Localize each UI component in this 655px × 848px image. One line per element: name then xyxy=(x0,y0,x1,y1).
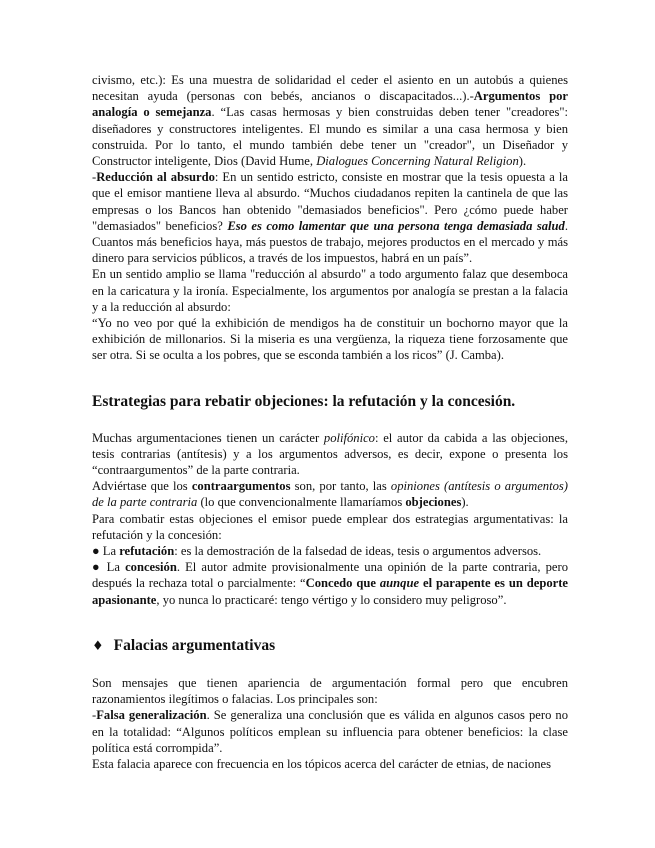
text-run: ● La xyxy=(92,544,120,559)
text-run: : es la demostración de la falsedad de ideas, tesis o argumentos adversos. xyxy=(174,544,542,559)
document-page xyxy=(92,72,568,772)
text-run: : el autor da cabida a las objeciones, tesis contrarias (antítesis) y a los argumentos adversos, es decir, expone o presenta los “contraargumentos” de la parte contraria. xyxy=(92,430,568,478)
bold-text: Reducción al absurdo xyxy=(96,170,215,185)
bold-text: Argumentos por analogía o semejanza xyxy=(92,89,568,120)
bold-text: refutación xyxy=(119,544,175,559)
bold-text: el parapente es un deporte apasionante xyxy=(92,576,568,607)
text-run: son, por tanto, las xyxy=(290,479,391,494)
bold-text: contraargumentos xyxy=(191,479,291,494)
text-run: - xyxy=(92,708,97,723)
section-heading-objeciones: Estrategias para rebatir objeciones: la refutación y la concesión. xyxy=(92,392,516,410)
text-run: . Cuantos más beneficios haya, más puestos de trabajo, mejores productos en el mercado y más dinero para servicios públicos, a través de los impuestos, habrá en un país”. xyxy=(92,218,568,266)
text-run: - xyxy=(92,170,97,185)
text-run: En un sentido amplio se llama "reducción al absurdo" a todo argumento falaz que desemboca en la caricatura y la ironía. Especialmente, los argumentos por analogía se prestan a la falacia y a la reducción al absurdo: xyxy=(92,267,568,314)
text-run: ● La xyxy=(92,560,126,575)
section-heading-falacias-text: Falacias argumentativas xyxy=(113,636,276,654)
paragraph-block-falacias xyxy=(92,675,568,772)
bold-text: concesión xyxy=(125,560,177,575)
text-run: . Se generaliza una conclusión que es válida en algunos casos pero no en la totalidad: “Algunos políticos emplean su influencia para obtener beneficios: la clase política está corrompida”. xyxy=(92,708,568,755)
text-run: - xyxy=(469,89,474,104)
diamond-icon: ♦ xyxy=(92,638,104,654)
section-heading-falacias xyxy=(92,636,568,657)
paragraph-block-analogy-absurdo xyxy=(92,72,568,364)
italic-text: polifónico xyxy=(323,430,375,445)
text-run: Adviértase que los xyxy=(92,479,192,494)
text-run: civismo, etc.): Es una muestra de solidaridad el ceder el asiento en un autobús a quienes necesitan ayuda (personas con bebés, ancianos o discapacitados...). xyxy=(92,73,568,104)
bold-text: Falsa generalización xyxy=(96,708,207,723)
italic-text: opiniones (antítesis o argumentos) de la parte contraria xyxy=(92,479,568,510)
text-run: Esta falacia aparece con frecuencia en los tópicos acerca del carácter de etnias, de naciones xyxy=(92,756,552,771)
text-run: : En un sentido estricto, consiste en mostrar que la tesis opuesta a la que el emisor mantiene lleva al absurdo. “Muchos ciudadanos repiten la cantinela de que las empresas o los Bancos han obtenido "demasiados beneficios". Pero ¿cómo puede haber "demasiados" beneficios? xyxy=(92,170,568,233)
text-run: (lo que convencionalmente llamaríamos xyxy=(197,495,406,510)
text-run: “Yo no veo por qué la exhibición de mendigos ha de constituir un bochorno mayor que la exhibición de millonarios. Si la miseria es una vergüenza, la riqueza tiene forzosamente que ser otra. Si se oculta a los pobres, que se esconda también a los ricos” (J. Camba). xyxy=(92,316,568,363)
text-run: ). xyxy=(518,154,527,169)
bold-italic-text: aunque xyxy=(379,576,420,591)
bold-italic-text: Eso es como lamentar que una persona tenga demasiada salud xyxy=(227,218,565,233)
text-run: . “Las casas hermosas y bien construidas deben tener "creadores": diseñadores y constructores inteligentes. El mundo es similar a una casa hermosa y bien construida. Por lo tanto, el mundo también debe tener un "creador", un Diseñador y Constructor inteligente, Dios (David Hume, xyxy=(92,105,568,169)
bold-text: Concedo que xyxy=(305,576,380,591)
text-run: Muchas argumentaciones tienen un carácter xyxy=(92,430,324,445)
italic-text: Dialogues Concerning Natural Religion xyxy=(316,154,519,169)
text-run: Para combatir estas objeciones el emisor puede emplear dos estrategias argumentativas: la refutación y la concesión: xyxy=(92,511,568,542)
paragraph-block-refutacion-concesion xyxy=(92,430,568,608)
bold-text: objeciones xyxy=(405,495,462,510)
text-run: Son mensajes que tienen apariencia de argumentación formal pero que encubren razonamientos ilegítimos o falacias. Los principales son: xyxy=(92,675,568,707)
text-run: . El autor admite provisionalmente una opinión de la parte contraria, pero después la rechaza total o parcialmente: “ xyxy=(92,560,569,591)
text-run: , yo nunca lo practicaré: tengo vértigo y lo considero muy peligroso”. xyxy=(156,592,507,607)
text-run: ). xyxy=(461,495,469,510)
